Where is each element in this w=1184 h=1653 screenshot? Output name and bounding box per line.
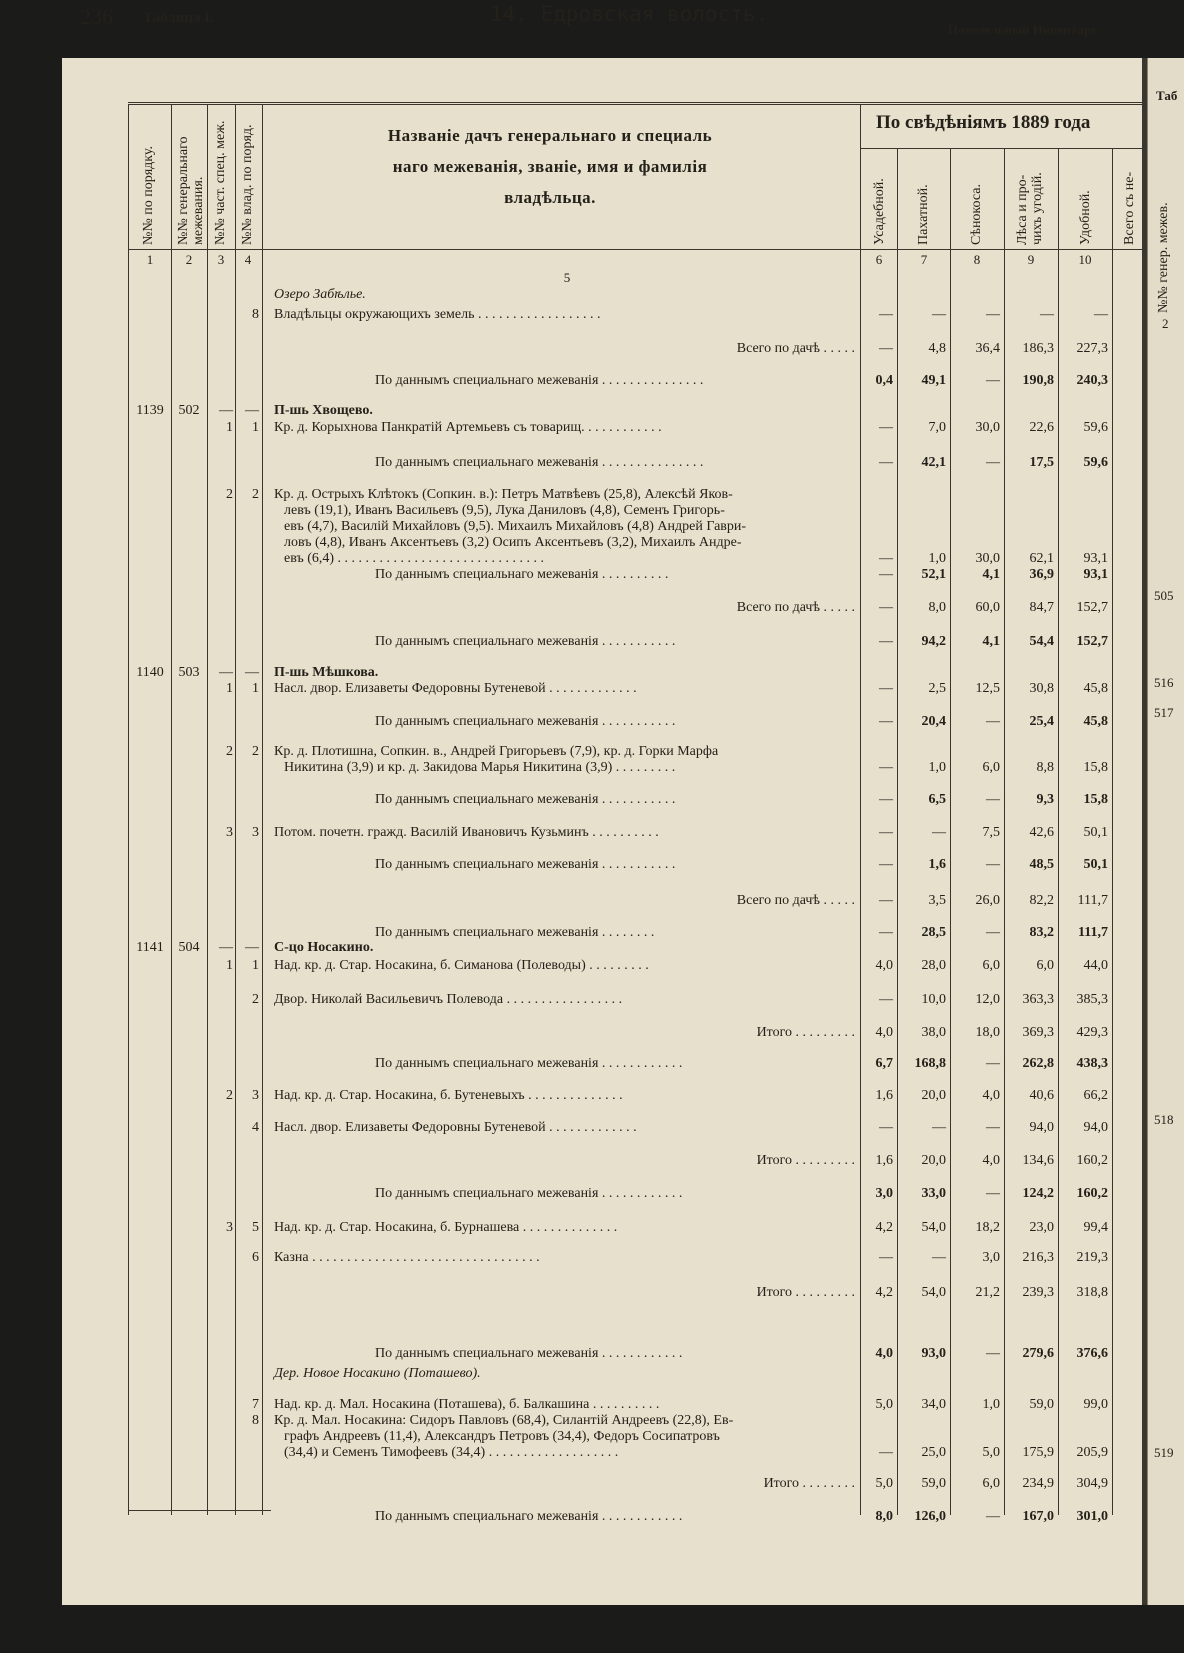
row-text: Кр. д. Корыхнова Панкратій Артемьевъ съ товарищ. . . . . . . . . . . . — [274, 420, 662, 435]
row-text: По даннымъ специальнаго межеванія . . . . . . . . . . . — [375, 857, 676, 872]
row-num: 1141 — [136, 940, 164, 955]
row-value: 304,9 — [1076, 1476, 1108, 1491]
row-value: 219,3 — [1076, 1250, 1108, 1265]
row-value: 38,0 — [921, 1025, 946, 1040]
row-text: С-цо Носакино. — [274, 940, 374, 955]
row-owner-num: 2 — [252, 992, 259, 1007]
row-value: 134,6 — [1022, 1153, 1054, 1168]
row-value: 34,0 — [921, 1397, 946, 1412]
col-rule — [1004, 148, 1005, 1515]
row-value: — — [879, 1250, 893, 1265]
col-rule — [262, 105, 263, 1515]
row-text: Над. кр. д. Мал. Носакина (Поташева), б. Балкашина . . . . . . . . . . — [274, 1397, 660, 1412]
row-value: 33,0 — [921, 1186, 946, 1201]
row-value: — — [879, 567, 893, 582]
row-value: 17,5 — [1029, 455, 1054, 470]
row-value: 36,9 — [1029, 567, 1054, 582]
row-value: 160,2 — [1076, 1186, 1108, 1201]
row-value: 6,5 — [928, 792, 946, 807]
col-rule — [897, 148, 898, 1515]
row-owner-num: 5 — [252, 1220, 259, 1235]
row-value: 50,1 — [1083, 825, 1108, 840]
row-value: — — [932, 825, 946, 840]
row-value: 82,2 — [1029, 893, 1054, 908]
row-value: 94,0 — [1029, 1120, 1054, 1135]
group-head: По свѣдѣніямъ 1889 года — [876, 112, 1091, 133]
row-value: 20,0 — [921, 1088, 946, 1103]
row-value: 49,1 — [921, 373, 946, 388]
row-text: Дер. Новое Носакино (Поташево). — [274, 1366, 481, 1381]
col-rule — [171, 105, 172, 1515]
row-part-num: 2 — [226, 1088, 233, 1103]
row-value: 54,4 — [1029, 634, 1054, 649]
col-head-1: №№ по порядку. — [141, 146, 156, 245]
row-value: 301,0 — [1076, 1509, 1108, 1524]
row-value: 6,0 — [1036, 958, 1054, 973]
col-head-5 — [330, 120, 770, 213]
row-value: — — [879, 925, 893, 940]
row-num: 1139 — [136, 403, 164, 418]
row-value: 369,3 — [1022, 1025, 1054, 1040]
row-text: Потом. почетн. гражд. Василій Ивановичъ Кузьминъ . . . . . . . . . . — [274, 825, 659, 840]
col-head-11: Всего съ не- — [1122, 171, 1137, 245]
row-value: 363,3 — [1022, 992, 1054, 1007]
row-value: 28,0 — [921, 958, 946, 973]
row-text: Итого . . . . . . . . — [763, 1476, 855, 1491]
row-value: — — [986, 455, 1000, 470]
row-value: 152,7 — [1076, 634, 1108, 649]
row-text: П-шь Хвощево. — [274, 403, 373, 418]
row-value: 60,0 — [975, 600, 1000, 615]
row-value: — — [879, 760, 893, 775]
row-owner-num: — — [245, 665, 259, 680]
row-value: 30,0 — [975, 420, 1000, 435]
row-value: 45,8 — [1083, 681, 1108, 696]
row-value: 4,0 — [875, 1346, 893, 1361]
row-value: 7,5 — [982, 825, 1000, 840]
row-owner-num: 7 — [252, 1397, 259, 1412]
col-head-10: Удобной. — [1078, 190, 1093, 245]
page-title: 14. Едровская волость. — [490, 2, 769, 26]
row-value: 205,9 — [1076, 1445, 1108, 1460]
row-value: 3,0 — [982, 1250, 1000, 1265]
row-value: 48,5 — [1029, 857, 1054, 872]
row-value: 1,0 — [928, 760, 946, 775]
row-value: 12,0 — [975, 992, 1000, 1007]
row-value: — — [879, 825, 893, 840]
col-rule — [128, 105, 129, 1515]
row-text: П-шь Мѣшкова. — [274, 665, 379, 680]
row-value: 190,8 — [1022, 373, 1054, 388]
col-number: 6 — [875, 252, 883, 267]
row-owner-num: — — [245, 403, 259, 418]
row-value: 262,8 — [1022, 1056, 1054, 1071]
row-value: 93,1 — [1083, 551, 1108, 566]
row-text: Над. кр. д. Стар. Носакина, б. Бурнашева . . . . . . . . . . . . . . — [274, 1220, 618, 1235]
row-value: 4,2 — [875, 1285, 893, 1300]
row-value: 4,2 — [875, 1220, 893, 1235]
row-value: 94,0 — [1083, 1120, 1108, 1135]
row-value: 20,4 — [921, 714, 946, 729]
row-value: 3,5 — [928, 893, 946, 908]
inventory-label: Поземельный Инвентарь — [948, 22, 1098, 37]
row-value: 26,0 — [975, 893, 1000, 908]
row-text: Итого . . . . . . . . . — [756, 1025, 855, 1040]
row-value: — — [879, 600, 893, 615]
row-value: 4,1 — [982, 634, 1000, 649]
row-value: 45,8 — [1083, 714, 1108, 729]
col-number: 5 — [563, 270, 571, 285]
row-text: Владѣльцы окружающихъ земель . . . . . . . . . . . . . . . . . . — [274, 307, 601, 322]
row-owner-num: — — [245, 940, 259, 955]
row-owner-num: 1 — [252, 958, 259, 973]
row-value: 22,6 — [1029, 420, 1054, 435]
row-value: 152,7 — [1076, 600, 1108, 615]
row-value: — — [879, 714, 893, 729]
row-value: 385,3 — [1076, 992, 1108, 1007]
row-text: По даннымъ специальнаго межеванія . . . . . . . . . . . — [375, 714, 676, 729]
row-value: 5,0 — [875, 1476, 893, 1491]
row-value: — — [986, 857, 1000, 872]
row-value: 42,1 — [921, 455, 946, 470]
row-value: 93,1 — [1083, 567, 1108, 582]
row-text: По даннымъ специальнаго межеванія . . . . . . . . . . . . — [375, 1346, 683, 1361]
col-number: 1 — [146, 252, 154, 267]
row-value: 8,0 — [875, 1509, 893, 1524]
row-value: 1,6 — [928, 857, 946, 872]
row-text: Над. кр. д. Стар. Носакина, б. Бутеневыхъ . . . . . . . . . . . . . . — [274, 1088, 623, 1103]
row-value: 318,8 — [1076, 1285, 1108, 1300]
row-value: — — [879, 1120, 893, 1135]
row-value: — — [932, 1250, 946, 1265]
col-head-2: №№ генеральнаго межевания. — [176, 136, 206, 245]
row-value: 59,6 — [1083, 455, 1108, 470]
row-value: — — [879, 681, 893, 696]
row-owner-num: 8 — [252, 307, 259, 322]
row-part-num: 1 — [226, 958, 233, 973]
header-bottom-rule — [128, 249, 1143, 250]
row-text: ловъ (4,8), Иванъ Аксентьевъ (3,2) Осипъ Аксентьевъ (3,2), Михаилъ Андре- — [284, 535, 742, 550]
row-value: 6,7 — [875, 1056, 893, 1071]
table-top-rule — [128, 102, 1143, 103]
col-number: 7 — [920, 252, 928, 267]
row-value: 124,2 — [1022, 1186, 1054, 1201]
row-owner-num: 3 — [252, 1088, 259, 1103]
row-value: — — [879, 455, 893, 470]
row-value: 4,0 — [982, 1088, 1000, 1103]
row-value: 93,0 — [921, 1346, 946, 1361]
row-value: 18,2 — [975, 1220, 1000, 1235]
row-value: 9,3 — [1036, 792, 1054, 807]
row-value: 99,0 — [1083, 1397, 1108, 1412]
row-value: 2,5 — [928, 681, 946, 696]
row-value: — — [879, 992, 893, 1007]
row-owner-num: 6 — [252, 1250, 259, 1265]
col-head-8: Сѣнокоса. — [969, 184, 984, 245]
row-value: — — [986, 1120, 1000, 1135]
row-value: 10,0 — [921, 992, 946, 1007]
row-value: — — [986, 714, 1000, 729]
col-number: 8 — [973, 252, 981, 267]
col-number: 9 — [1027, 252, 1035, 267]
row-value: 376,6 — [1076, 1346, 1108, 1361]
row-value: 240,3 — [1076, 373, 1108, 388]
row-text: левъ (19,1), Иванъ Васильевъ (9,5), Лука Даниловъ (4,8), Семенъ Григорь- — [284, 503, 725, 518]
row-value: 21,2 — [975, 1285, 1000, 1300]
col-rule — [1112, 148, 1113, 1515]
row-text: Казна . . . . . . . . . . . . . . . . . . . . . . . . . . . . . . . . . — [274, 1250, 540, 1265]
right-page-edge — [1147, 58, 1184, 1605]
row-text: Всего по дачѣ . . . . . — [736, 893, 855, 908]
row-text: Озеро Забѣлье. — [274, 287, 366, 302]
row-value: 66,2 — [1083, 1088, 1108, 1103]
col-head-5-line: владѣльца. — [504, 188, 596, 207]
row-value: 23,0 — [1029, 1220, 1054, 1235]
col-number: 3 — [217, 252, 225, 267]
col-number: 2 — [185, 252, 193, 267]
row-text: По даннымъ специальнаго межеванія . . . . . . . . . . . — [375, 634, 676, 649]
row-part-num: — — [219, 665, 233, 680]
row-value: — — [879, 1445, 893, 1460]
row-value: 111,7 — [1078, 925, 1108, 940]
row-value: — — [879, 341, 893, 356]
row-value: — — [1094, 307, 1108, 322]
row-text: По даннымъ специальнаго межеванія . . . . . . . . . . . . — [375, 1509, 683, 1524]
row-value: 54,0 — [921, 1220, 946, 1235]
row-part-num: 3 — [226, 1220, 233, 1235]
row-text: По даннымъ специальнаго межеванія . . . . . . . . — [375, 925, 655, 940]
row-value: 216,3 — [1022, 1250, 1054, 1265]
row-value: 12,5 — [975, 681, 1000, 696]
row-value: 1,6 — [875, 1153, 893, 1168]
row-owner-num: 3 — [252, 825, 259, 840]
row-value: 234,9 — [1022, 1476, 1054, 1491]
row-gen-num: 504 — [178, 940, 200, 955]
row-value: 239,3 — [1022, 1285, 1054, 1300]
row-value: — — [986, 792, 1000, 807]
page-number: 236 — [80, 4, 113, 29]
row-text: По даннымъ специальнаго межеванія . . . . . . . . . . — [375, 567, 669, 582]
row-value: 42,6 — [1029, 825, 1054, 840]
row-value: 0,4 — [875, 373, 893, 388]
col-head-7: Пахатной. — [916, 184, 931, 245]
row-value: 175,9 — [1022, 1445, 1054, 1460]
row-value: 227,3 — [1076, 341, 1108, 356]
row-value: — — [1040, 307, 1054, 322]
row-value: 59,6 — [1083, 420, 1108, 435]
row-text: По даннымъ специальнаго межеванія . . . . . . . . . . . . — [375, 1186, 683, 1201]
col-head-9: Лѣса и про- чихъ угодій. — [1015, 172, 1045, 245]
row-value: 1,0 — [982, 1397, 1000, 1412]
row-part-num: 2 — [226, 744, 233, 759]
next-page-num: 517 — [1154, 705, 1174, 720]
row-value: 429,3 — [1076, 1025, 1108, 1040]
row-text: Итого . . . . . . . . . — [756, 1285, 855, 1300]
row-value: 1,0 — [928, 551, 946, 566]
row-value: — — [879, 307, 893, 322]
row-value: 25,0 — [921, 1445, 946, 1460]
col-number: 10 — [1078, 252, 1092, 267]
row-value: — — [879, 792, 893, 807]
row-value: 1,6 — [875, 1088, 893, 1103]
next-page-num: 516 — [1154, 675, 1174, 690]
row-value: — — [986, 307, 1000, 322]
row-part-num: 3 — [226, 825, 233, 840]
col-head-5-line: Названіе дачъ генеральнаго и специаль — [387, 126, 713, 145]
row-value: — — [879, 551, 893, 566]
row-value: — — [932, 1120, 946, 1135]
next-page-title: Таб — [1156, 88, 1178, 103]
next-page-num: 505 — [1154, 588, 1174, 603]
row-value: 4,0 — [875, 958, 893, 973]
row-value: 62,1 — [1029, 551, 1054, 566]
table-label: Таблица I. — [143, 10, 214, 26]
row-gen-num: 503 — [178, 665, 200, 680]
row-text: Насл. двор. Елизаветы Федоровны Бутеневой . . . . . . . . . . . . . — [274, 681, 637, 696]
row-value: 84,7 — [1029, 600, 1054, 615]
col-head-6: Усадебной. — [872, 178, 887, 245]
row-text: Насл. двор. Елизаветы Федоровны Бутеневой . . . . . . . . . . . . . — [274, 1120, 637, 1135]
row-text: евъ (4,7), Василій Михайловъ (9,5). Михаилъ Михайловъ (4,8) Андрей Гаври- — [284, 519, 747, 534]
row-value: 126,0 — [914, 1509, 946, 1524]
row-value: 54,0 — [921, 1285, 946, 1300]
row-value: — — [879, 634, 893, 649]
next-page-num: 519 — [1154, 1445, 1174, 1460]
row-value: 5,0 — [982, 1445, 1000, 1460]
col-head-3: №№ част. спец. меж. — [213, 120, 228, 245]
row-text: По даннымъ специальнаго межеванія . . . . . . . . . . . — [375, 792, 676, 807]
row-value: 25,4 — [1029, 714, 1054, 729]
col-head-4: №№ влад. по поряд. — [240, 124, 255, 245]
row-value: 4,1 — [982, 567, 1000, 582]
group-rule — [860, 148, 1143, 149]
row-text: По даннымъ специальнаго межеванія . . . . . . . . . . . . . . . — [375, 373, 704, 388]
row-value: 15,8 — [1083, 760, 1108, 775]
row-value: 111,7 — [1077, 893, 1108, 908]
row-text: Никитина (3,9) и кр. д. Закидова Марья Никитина (3,9) . . . . . . . . . — [284, 760, 676, 775]
row-value: — — [986, 1346, 1000, 1361]
row-value: — — [986, 1186, 1000, 1201]
row-value: — — [879, 857, 893, 872]
row-value: — — [986, 1056, 1000, 1071]
row-value: — — [879, 893, 893, 908]
row-owner-num: 4 — [252, 1120, 259, 1135]
row-part-num: 2 — [226, 487, 233, 502]
next-page-col-head: №№ генер. межев. — [1156, 202, 1171, 313]
row-text: Над. кр. д. Стар. Носакина, б. Симанова (Полеводы) . . . . . . . . . — [274, 958, 649, 973]
row-value: 59,0 — [921, 1476, 946, 1491]
col-number: 4 — [244, 252, 252, 267]
row-value: 44,0 — [1083, 958, 1108, 973]
row-value: 30,0 — [975, 551, 1000, 566]
row-text: Итого . . . . . . . . . — [756, 1153, 855, 1168]
row-value: — — [986, 925, 1000, 940]
row-part-num: — — [219, 940, 233, 955]
row-value: 8,8 — [1036, 760, 1054, 775]
row-value: 40,6 — [1029, 1088, 1054, 1103]
row-value: 279,6 — [1022, 1346, 1054, 1361]
row-text: евъ (6,4) . . . . . . . . . . . . . . . . . . . . . . . . . . . . . . — [284, 551, 545, 566]
col-rule — [860, 105, 861, 1515]
row-value: 6,0 — [982, 760, 1000, 775]
row-owner-num: 2 — [252, 487, 259, 502]
row-value: — — [932, 307, 946, 322]
row-value: 50,1 — [1083, 857, 1108, 872]
row-owner-num: 1 — [252, 681, 259, 696]
row-text: (34,4) и Семенъ Тимофеевъ (34,4) . . . . . . . . . . . . . . . . . . . — [284, 1445, 619, 1460]
next-page-col-number: 2 — [1162, 316, 1169, 331]
row-value: 6,0 — [982, 1476, 1000, 1491]
row-text: Двор. Николай Васильевичъ Полевода . . . . . . . . . . . . . . . . . — [274, 992, 623, 1007]
col-rule — [950, 148, 951, 1515]
row-value: 5,0 — [875, 1397, 893, 1412]
row-value: 59,0 — [1029, 1397, 1054, 1412]
row-text: По даннымъ специальнаго межеванія . . . . . . . . . . . . . . . — [375, 455, 704, 470]
row-value: 20,0 — [921, 1153, 946, 1168]
row-value: 15,8 — [1083, 792, 1108, 807]
table-top-rule-2 — [128, 104, 1143, 105]
row-value: 83,2 — [1029, 925, 1054, 940]
row-value: 8,0 — [928, 600, 946, 615]
row-text: Всего по дачѣ . . . . . — [736, 341, 855, 356]
row-value: 3,0 — [875, 1186, 893, 1201]
row-value: 4,0 — [875, 1025, 893, 1040]
row-value: 99,4 — [1083, 1220, 1108, 1235]
row-value: 18,0 — [975, 1025, 1000, 1040]
row-text: Всего по дачѣ . . . . . — [736, 600, 855, 615]
row-value: 167,0 — [1022, 1509, 1054, 1524]
col-head-5-line: наго межеванія, званіе, имя и фамилія — [392, 157, 708, 176]
col-rule — [207, 105, 208, 1515]
row-text: Кр. д. Острыхъ Клѣтокъ (Сопкин. в.): Петръ Матвѣевъ (25,8), Алексѣй Яков- — [274, 487, 733, 502]
row-owner-num: 2 — [252, 744, 259, 759]
row-value: 438,3 — [1076, 1056, 1108, 1071]
row-part-num: — — [219, 403, 233, 418]
row-value: 30,8 — [1029, 681, 1054, 696]
row-value: 4,0 — [982, 1153, 1000, 1168]
row-gen-num: 502 — [178, 403, 200, 418]
row-part-num: 1 — [226, 420, 233, 435]
row-value: — — [986, 373, 1000, 388]
row-value: 94,2 — [921, 634, 946, 649]
row-text: графъ Андреевъ (11,4), Александръ Петровъ (34,4), Федоръ Сосипатровъ — [284, 1429, 720, 1444]
row-num: 1140 — [136, 665, 164, 680]
row-text: Кр. д. Плотишна, Сопкин. в., Андрей Григорьевъ (7,9), кр. д. Горки Марфа — [274, 744, 719, 759]
row-value: 6,0 — [982, 958, 1000, 973]
row-value: 186,3 — [1022, 341, 1054, 356]
row-value: — — [879, 420, 893, 435]
row-part-num: 1 — [226, 681, 233, 696]
row-value: 160,2 — [1076, 1153, 1108, 1168]
row-value: 168,8 — [914, 1056, 946, 1071]
next-page-num: 518 — [1154, 1112, 1174, 1127]
row-text: Кр. д. Мал. Носакина: Сидоръ Павловъ (68,4), Силантій Андреевъ (22,8), Ев- — [274, 1413, 734, 1428]
col-rule — [1058, 148, 1059, 1515]
row-value: 28,5 — [921, 925, 946, 940]
row-owner-num: 8 — [252, 1413, 259, 1428]
row-value: 52,1 — [921, 567, 946, 582]
row-text: По даннымъ специальнаго межеванія . . . . . . . . . . . . — [375, 1056, 683, 1071]
row-value: — — [986, 1509, 1000, 1524]
row-value: 36,4 — [975, 341, 1000, 356]
row-owner-num: 1 — [252, 420, 259, 435]
row-value: 4,8 — [928, 341, 946, 356]
row-value: 7,0 — [928, 420, 946, 435]
